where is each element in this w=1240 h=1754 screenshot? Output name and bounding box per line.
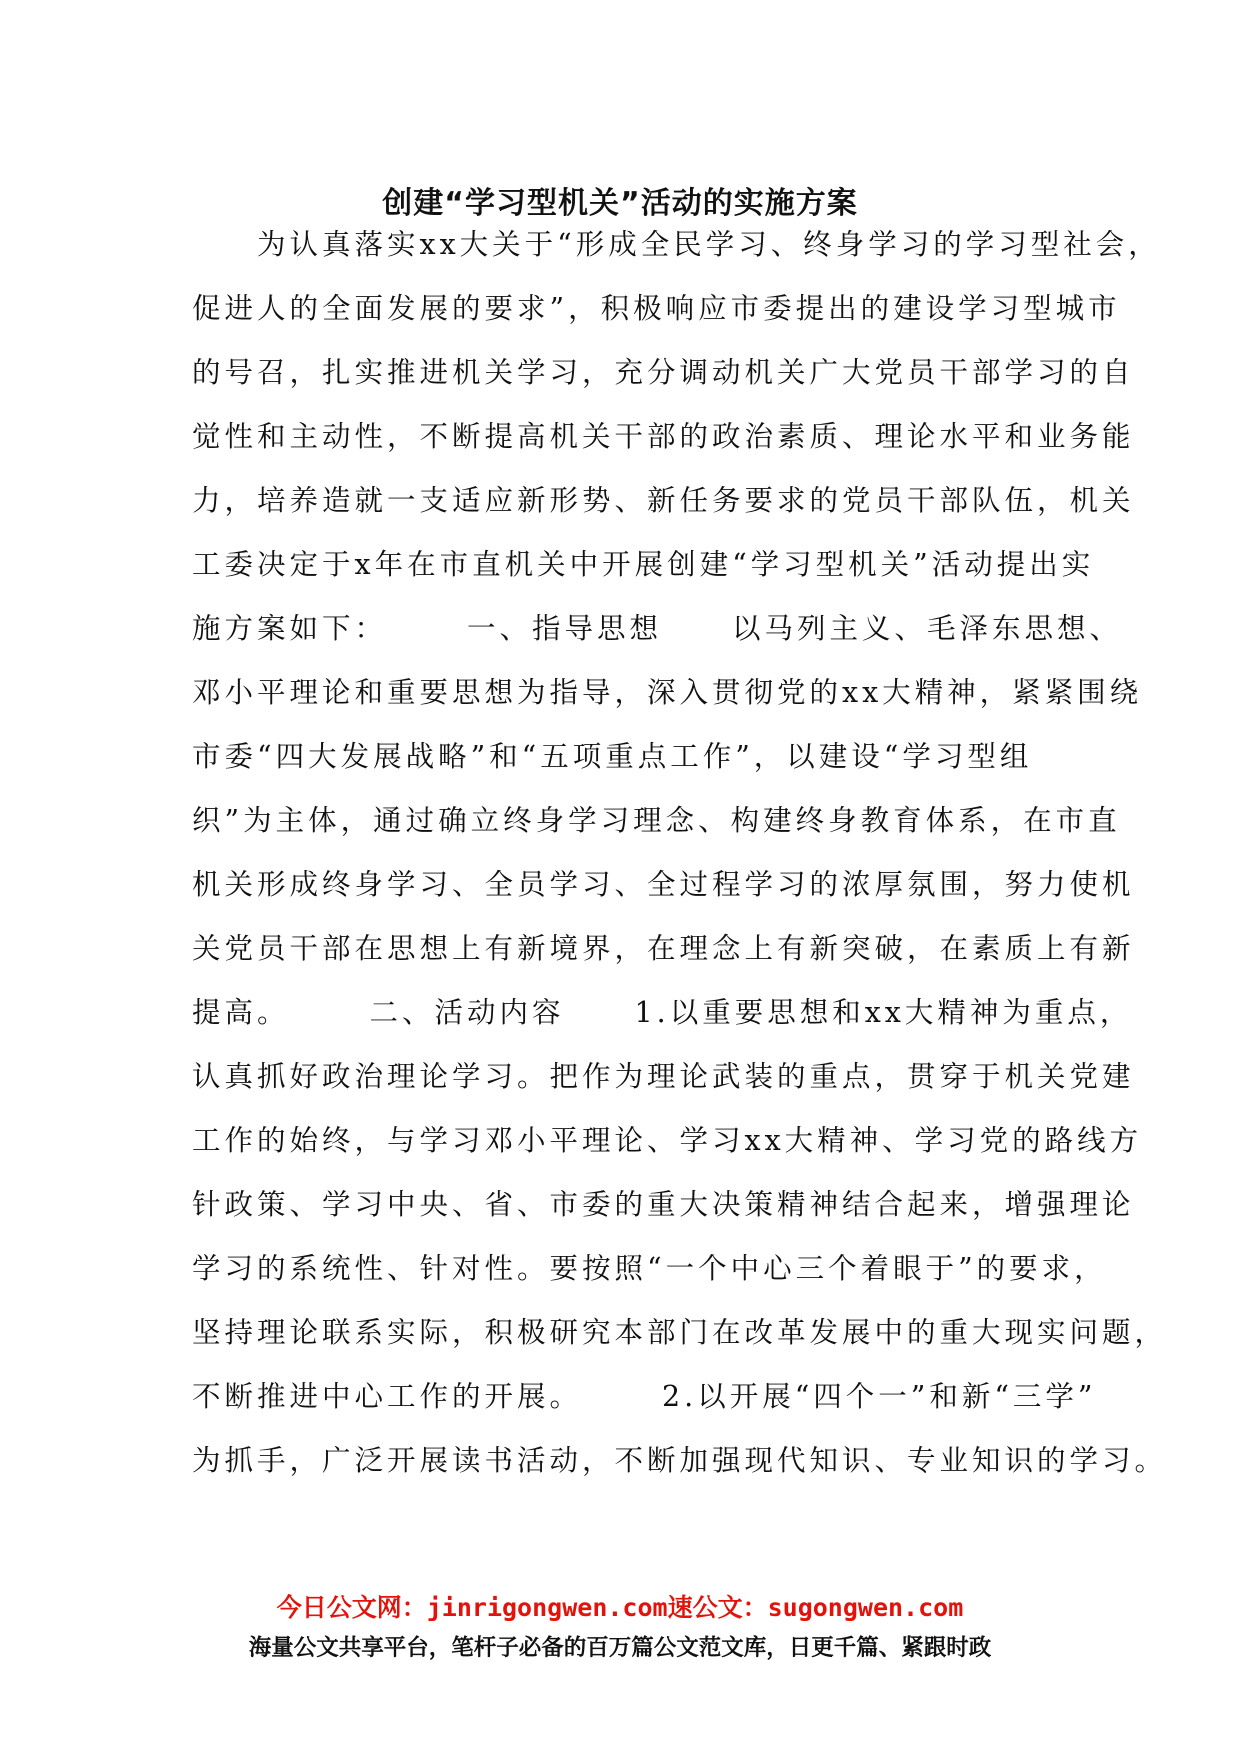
site1-label: 今日公文网： [276,1593,427,1622]
body-line: 为抓手，广泛开展读书活动，不断加强现代知识、专业知识的学习。 [192,1444,1168,1477]
section-heading-guiding-ideology: 一、指导思想 [467,612,663,645]
body-text-segment: 2.以开展“四个一”和新“三学” [662,1380,1097,1413]
body-line-with-heading [192,981,1133,1045]
body-line: 工作的始终，与学习邓小平理论、学习xx大精神、学习党的路线方 [192,1124,1143,1157]
footer-sites [0,1590,1240,1626]
body-line-with-item [192,1365,1097,1429]
body-line: 市委“四大发展战略”和“五项重点工作”，以建设“学习型组 [192,740,1033,773]
site2-url[interactable]: sugongwen.com [767,1593,964,1622]
body-line: 邓小平理论和重要思想为指导，深入贯彻党的xx大精神，紧紧围绕 [192,676,1143,709]
body-text-segment: 不断推进中心工作的开展。 [192,1380,583,1413]
site1-url[interactable]: jinrigongwen.com [426,1593,668,1622]
body-line: 织”为主体，通过确立终身学习理念、构建终身教育体系，在市直 [192,804,1121,837]
body-line: 工委决定于x年在市直机关中开展创建“学习型机关”活动提出实 [192,548,1095,581]
body-line: 为认真落实xx大关于“形成全民学习、终身学习的学习型社会， [192,228,1161,261]
footer-watermark [0,1590,1240,1662]
section-heading-activity-content: 二、活动内容 [369,996,565,1029]
body-line: 关党员干部在思想上有新境界，在理念上有新突破，在素质上有新 [192,932,1135,965]
body-line: 觉性和主动性，不断提高机关干部的政治素质、理论水平和业务能 [192,420,1135,453]
body-line: 针政策、学习中央、省、市委的重大决策精神结合起来，增强理论 [192,1188,1135,1221]
body-line: 机关形成终身学习、全员学习、全过程学习的浓厚氛围，努力使机 [192,868,1135,901]
body-text-segment: 施方案如下： [192,612,388,645]
body-text-segment: 1.以重要思想和xx大精神为重点， [634,996,1133,1029]
body-line: 力，培养造就一支适应新形势、新任务要求的党员干部队伍，机关 [192,484,1135,517]
body-line: 促进人的全面发展的要求”，积极响应市委提出的建设学习型城市 [192,292,1121,325]
body-line: 学习的系统性、针对性。要按照“一个中心三个着眼于”的要求， [192,1252,1107,1285]
body-line: 的号召，扎实推进机关学习，充分调动机关广大党员干部学习的自 [192,356,1135,389]
site2-label: 速公文： [667,1593,768,1622]
body-line: 认真抓好政治理论学习。把作为理论武装的重点，贯穿于机关党建 [192,1060,1135,1093]
body-line: 坚持理论联系实际，积极研究本部门在改革发展中的重大现实问题， [192,1316,1168,1349]
body-text-segment: 以马列主义、毛泽东思想、 [732,612,1123,645]
body-text-segment: 提高。 [192,996,290,1029]
footer-tagline: 海量公文共享平台，笔杆子必备的百万篇公文范文库，日更千篇、紧跟时政 [248,1635,992,1661]
document-title: 创建“学习型机关”活动的实施方案 [382,186,858,221]
body-line-with-heading [192,597,1123,661]
document-body [192,213,1168,1493]
